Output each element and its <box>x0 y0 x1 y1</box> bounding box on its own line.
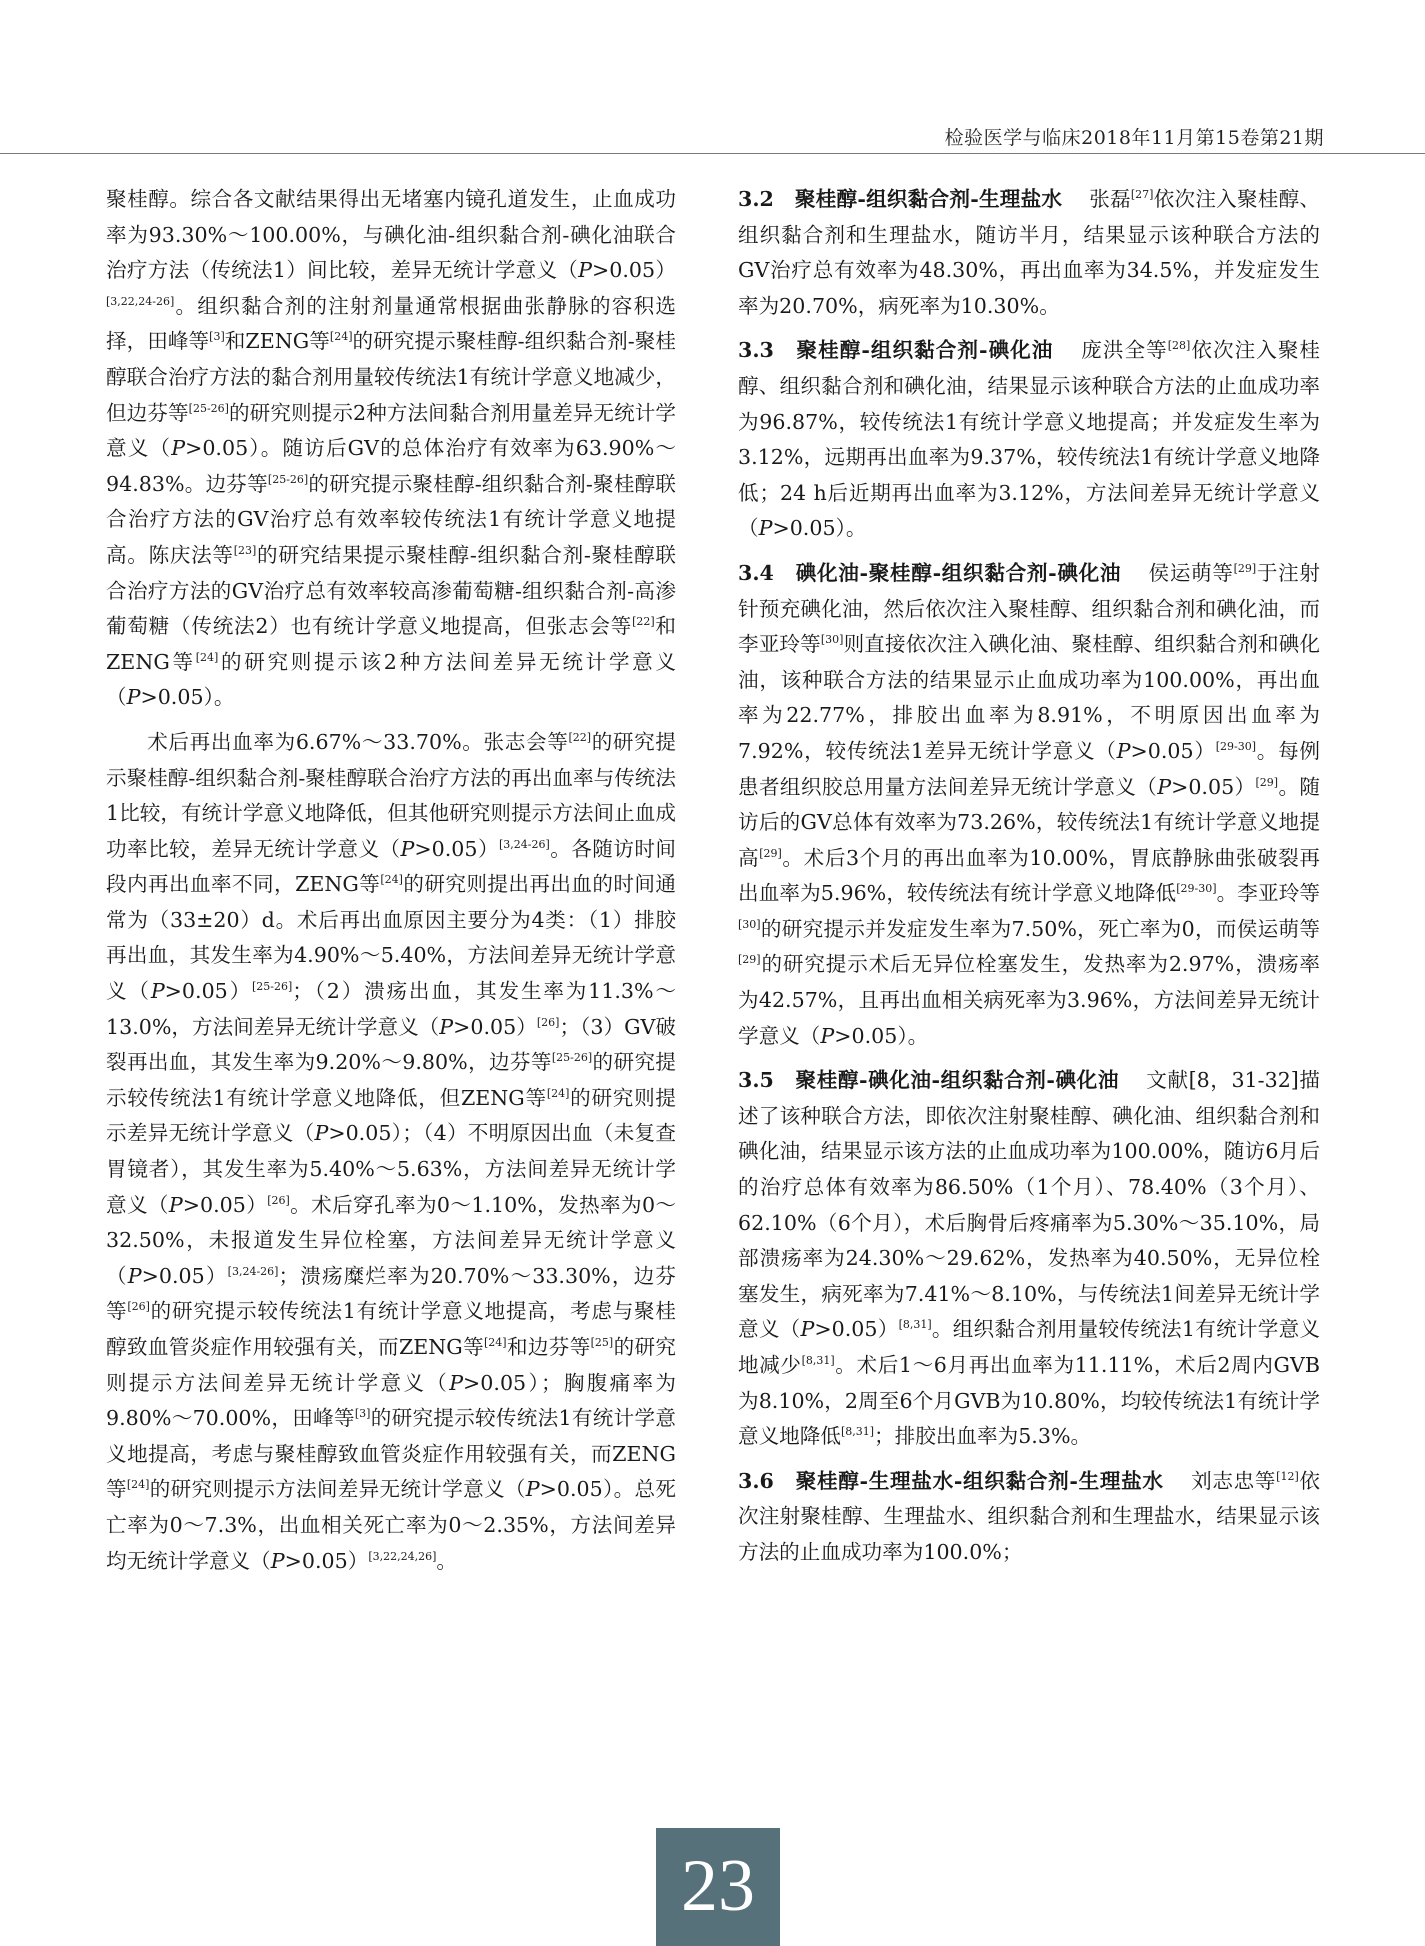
text-run: >0.05）；（4）不明原因出血（未复查胃镜者），其发生率为5.40%～5.63%，方法间差异无统计学意义（ <box>106 1121 676 1217</box>
citation-superscript: [25-26] <box>551 1051 593 1065</box>
text-run: >0.05） <box>414 836 499 861</box>
running-head <box>0 0 1425 154</box>
citation-superscript: [29-30] <box>1215 740 1256 754</box>
text-run: 。每例患者组织胶总用量方法间差异无统计学意义（ <box>738 738 1320 799</box>
text-run: 依次注入聚桂醇、组织黏合剂和生理盐水，随访半月，结果显示该种联合方法的GV治疗总有效率为48.30%，再出血率为34.5%，并发症发生率为20.70%，病死率为10.30%。 <box>738 187 1321 318</box>
italic-symbol: P <box>578 258 593 283</box>
text-run: ；排胶出血率为5.3%。 <box>874 1424 1092 1449</box>
citation-superscript: [8,31] <box>898 1318 932 1332</box>
citation-superscript: [25] <box>590 1336 614 1350</box>
citation-superscript: [29] <box>759 846 782 860</box>
text-run: 的研究提示较传统法1有统计学意义地提高，考虑与聚桂醇致血管炎症作用较强有关，而ZENG等 <box>106 1406 676 1502</box>
text-run: >0.05） <box>141 1263 228 1288</box>
citation-superscript: [3,24-26] <box>498 837 550 851</box>
citation-superscript: [28] <box>1167 339 1191 353</box>
text-run: 的研究提示术后无异位栓塞发生，发热率为2.97%，溃疡率为42.57%，且再出血相关病死率为3.96%，方法间差异无统计学意义（ <box>738 952 1320 1048</box>
citation-superscript: [25-26] <box>188 401 229 415</box>
text-run: 和ZENG等 <box>224 329 330 354</box>
citation-superscript: [3,22,24,26] <box>368 1549 437 1563</box>
text-run: 刘志忠等 <box>1169 1468 1277 1493</box>
italic-symbol: P <box>800 1317 815 1342</box>
citation-superscript: [24] <box>126 1478 150 1492</box>
section-heading-3-2: 3.2 聚桂醇-组织黏合剂-生理盐水 <box>738 187 1063 211</box>
section-3-2 <box>738 182 1320 324</box>
text-run: 。 <box>436 1548 457 1573</box>
text-run: ；（3）GV破裂再出血，其发生率为9.20%～9.80%，边芬等 <box>106 1014 677 1075</box>
section-heading-3-4: 3.4 碘化油-聚桂醇-组织黏合剂-碘化油 <box>738 560 1122 585</box>
text-run: 的研究提示并发症发生率为7.50%，死亡率为0，而侯运萌等 <box>760 916 1320 941</box>
italic-symbol: P <box>314 1121 329 1146</box>
italic-symbol: P <box>126 685 141 710</box>
italic-symbol: P <box>439 1014 454 1039</box>
italic-symbol: P <box>150 979 165 1004</box>
italic-symbol: P <box>270 1548 285 1573</box>
citation-superscript: [25-26] <box>267 472 309 486</box>
section-3-4 <box>738 556 1320 1054</box>
text-run: 。李亚玲等 <box>1216 881 1320 906</box>
text-run: 侯运萌等 <box>1127 560 1234 585</box>
citation-superscript: [26] <box>536 1015 560 1029</box>
section-heading-3-6: 3.6 聚桂醇-生理盐水-组织黏合剂-生理盐水 <box>738 1468 1164 1493</box>
text-run: 依次注入聚桂醇、组织黏合剂和碘化油，结果显示该种联合方法的止血成功率为96.87%，较传统法1有统计学意义地提高；并发症发生率为3.12%，远期再出血率为9.37%，较传统法1有统计学意义地降低；24 h后近期再出血率为3.12%，方法间差异无统计学意义（ <box>738 338 1321 541</box>
text-run: >0.05） <box>1171 774 1256 799</box>
text-run: 。术后3个月的再出血率为10.00%，胃底静脉曲张破裂再出血率为5.96%，较传统法有统计学意义地降低 <box>738 845 1321 906</box>
text-run: 依次注射聚桂醇、生理盐水、组织黏合剂和生理盐水，结果显示该方法的止血成功率为100.0%； <box>738 1468 1321 1564</box>
text-run: 和ZENG等 <box>106 614 676 674</box>
citation-superscript: [24] <box>546 1086 570 1100</box>
citation-superscript: [3,24-26] <box>227 1264 279 1278</box>
paragraph-hemostasis-efficacy <box>106 182 676 716</box>
citation-superscript: [24] <box>329 330 353 344</box>
text-run: >0.05）。随访后GV的总体治疗有效率为63.90%～94.83%。边芬等 <box>106 436 676 496</box>
text-run: 的研究结果提示聚桂醇-组织黏合剂-聚桂醇联合治疗方法的GV治疗总有效率较高渗葡萄糖-组织黏合剂-高渗葡萄糖（传统法2）也有统计学意义地提高，但张志会等 <box>106 542 677 639</box>
text-run: 的研究提示聚桂醇-组织黏合剂-聚桂醇联合治疗方法的再出血率与传统法1比较，有统计学意义地降低，但其他研究则提示方法间止血成功率比较，差异无统计学意义（ <box>106 729 676 861</box>
citation-superscript: [22] <box>632 615 655 629</box>
paragraph-rebleeding-complications <box>106 725 676 1579</box>
text-run: ；（2）溃疡出血，其发生率为11.3%～13.0%，方法间差异无统计学意义（ <box>106 979 676 1039</box>
text-run: >0.05） <box>814 1317 899 1342</box>
citation-superscript: [24] <box>195 650 219 664</box>
citation-superscript: [27] <box>1130 188 1154 202</box>
citation-superscript: [29] <box>1233 562 1257 576</box>
text-run: 。术后1～6月再出血率为11.11%，术后2周内GVB为8.10%，2周至6个月GVB为10.80%，均较传统法1有统计学意义地降低 <box>738 1353 1320 1449</box>
text-run: 术后再出血率为6.67%～33.70%。张志会等 <box>147 729 569 754</box>
citation-superscript: [24] <box>484 1336 507 1350</box>
citation-superscript: [24] <box>380 873 403 887</box>
citation-superscript: [26] <box>267 1193 290 1207</box>
citation-superscript: [12] <box>1276 1469 1299 1483</box>
journal-running-title: 检验医学与临床2018年11月第15卷第21期 <box>944 127 1324 149</box>
italic-symbol: P <box>1116 738 1131 763</box>
text-run: 的研究提示较传统法1有统计学意义地提高，考虑与聚桂醇致血管炎症作用较强有关，而ZENG等 <box>106 1299 676 1359</box>
text-run: >0.05）。总死亡率为0～7.3%，出血相关死亡率为0～2.35%，方法间差异均无统计学意义（ <box>106 1477 677 1573</box>
citation-superscript: [8,31] <box>801 1354 835 1368</box>
text-run: 则直接依次注入碘化油、聚桂醇、组织黏合剂和碘化油，该种联合方法的结果显示止血成功率为100.00%，再出血率为22.77%，排胶出血率为8.91%，不明原因出血率为7.92%，较传统法1差异无统计学意义（ <box>738 632 1320 763</box>
right-column <box>738 182 1320 1580</box>
italic-symbol: P <box>400 836 415 861</box>
citation-superscript: [30] <box>738 918 761 932</box>
section-3-5 <box>738 1063 1320 1455</box>
section-body-3-4 <box>738 561 1320 1048</box>
section-body-3-5 <box>738 1068 1320 1448</box>
text-run: 的研究则提示2种方法间黏合剂用量差异无统计学意义（ <box>106 400 677 461</box>
citation-superscript: [29] <box>1255 775 1279 789</box>
text-run: >0.05）；胸腹痛率为9.80%～70.00%，田峰等 <box>106 1370 677 1431</box>
citation-superscript: [3] <box>209 330 225 344</box>
text-run: 。各随访时间段内再出血率不同，ZENG等 <box>106 836 677 897</box>
text-run: 的研究则提示方法间差异无统计学意义（ <box>149 1477 526 1502</box>
citation-superscript: [29-30] <box>1176 882 1217 896</box>
text-run: >0.05） <box>284 1548 369 1573</box>
italic-symbol: P <box>449 1370 464 1395</box>
text-run: 张磊 <box>1068 187 1131 211</box>
text-run: 的研究则提示方法间差异无统计学意义（ <box>106 1335 677 1395</box>
text-run: >0.05）。 <box>834 1023 929 1048</box>
text-run: 于注射针预充碘化油，然后依次注入聚桂醇、组织黏合剂和碘化油，而李亚玲等 <box>738 560 1321 657</box>
text-run: >0.05） <box>182 1192 268 1217</box>
italic-symbol: P <box>127 1263 142 1288</box>
section-3-3 <box>738 333 1320 547</box>
section-heading-3-3: 3.3 聚桂醇-组织黏合剂-碘化油 <box>738 338 1054 363</box>
italic-symbol: P <box>758 516 773 541</box>
citation-superscript: [30] <box>820 633 844 647</box>
text-run: >0.05） <box>453 1014 537 1039</box>
italic-symbol: P <box>171 436 186 461</box>
citation-superscript: [22] <box>568 731 592 745</box>
text-run: 。随访后的GV总体有效率为73.26%，较传统法1有统计学意义地提高 <box>738 774 1321 870</box>
text-run: >0.05） <box>164 979 252 1004</box>
text-run: 。组织黏合剂的注射剂量通常根据曲张静脉的容积选择，田峰等 <box>106 293 676 354</box>
text-run: 和边芬等 <box>506 1335 591 1359</box>
citation-superscript: [3,22,24-26] <box>106 294 175 308</box>
text-run: 的研究提示较传统法1有统计学意义地降低，但ZENG等 <box>106 1050 677 1110</box>
citation-superscript: [29] <box>738 953 761 967</box>
text-run: 聚桂醇。综合各文献结果得出无堵塞内镜孔道发生，止血成功率为93.30%～100.00%，与碘化油-组织黏合剂-碘化油联合治疗方法（传统法1）间比较，差异无统计学意义（ <box>106 187 676 283</box>
text-run: 。术后穿孔率为0～1.10%，发热率为0～32.50%，未报道发生异位栓塞，方法间差异无统计学意义（ <box>106 1192 677 1288</box>
text-run: 。组织黏合剂用量较传统法1有统计学意义地减少 <box>738 1317 1321 1377</box>
italic-symbol: P <box>525 1477 540 1502</box>
text-run: 的研究提示聚桂醇-组织黏合剂-聚桂醇联合治疗方法的GV治疗总有效率较传统法1有统计学意义地提高。陈庆法等 <box>106 471 676 567</box>
citation-superscript: [3] <box>354 1407 371 1421</box>
citation-superscript: [8,31] <box>840 1425 875 1439</box>
italic-symbol: P <box>1157 774 1172 799</box>
text-run: 的研究则提示差异无统计学意义（ <box>106 1085 677 1146</box>
italic-symbol: P <box>168 1192 183 1217</box>
page-number-box <box>656 1828 780 1946</box>
citation-superscript: [25-26] <box>252 980 293 994</box>
text-run: 的研究则提示该2种方法间差异无统计学意义（ <box>106 649 676 710</box>
text-run: 的研究提示聚桂醇-组织黏合剂-聚桂醇联合治疗方法的黏合剂用量较传统法1有统计学意义地减少，但边芬等 <box>106 329 677 425</box>
text-run: ；溃疡糜烂率为20.70%～33.30%，边芬等 <box>106 1263 677 1324</box>
citation-superscript: [26] <box>127 1300 150 1314</box>
text-run: >0.05）。 <box>140 685 235 710</box>
section-3-6 <box>738 1464 1320 1571</box>
section-body-3-3 <box>738 338 1320 540</box>
text-run: 文献[8，31-32]描述了该种联合方法，即依次注射聚桂醇、碘化油、组织黏合剂和碘化油，结果显示该方法的止血成功率为100.00%，随访6月后的治疗总体有效率为86.50%（1个月）、78.40%（3个月）、62.10%（6个月），术后胸骨后疼痛率为5.30%～35.10%，局部溃疡率为24.30%～29.62%，发热率为40.50%，无异位栓塞发生，病死率为7.41%～8.10%，与传统法1间差异无统计学意义（ <box>738 1068 1320 1342</box>
section-heading-3-5: 3.5 聚桂醇-碘化油-组织黏合剂-碘化油 <box>738 1068 1119 1093</box>
citation-superscript: [23] <box>233 544 257 558</box>
text-run: 庞洪全等 <box>1059 338 1168 363</box>
text-run: >0.05）。 <box>772 516 867 541</box>
left-column <box>106 182 676 1588</box>
text-run: >0.05） <box>1130 738 1216 763</box>
text-run: >0.05） <box>592 258 676 283</box>
page-number: 23 <box>681 1845 755 1927</box>
text-run: 的研究则提出再出血的时间通常为（33±20）d。术后再出血原因主要分为4类：（1）排胶再出血，其发生率为4.90%～5.40%，方法间差异无统计学意义（ <box>106 872 677 1004</box>
italic-symbol: P <box>820 1023 835 1048</box>
